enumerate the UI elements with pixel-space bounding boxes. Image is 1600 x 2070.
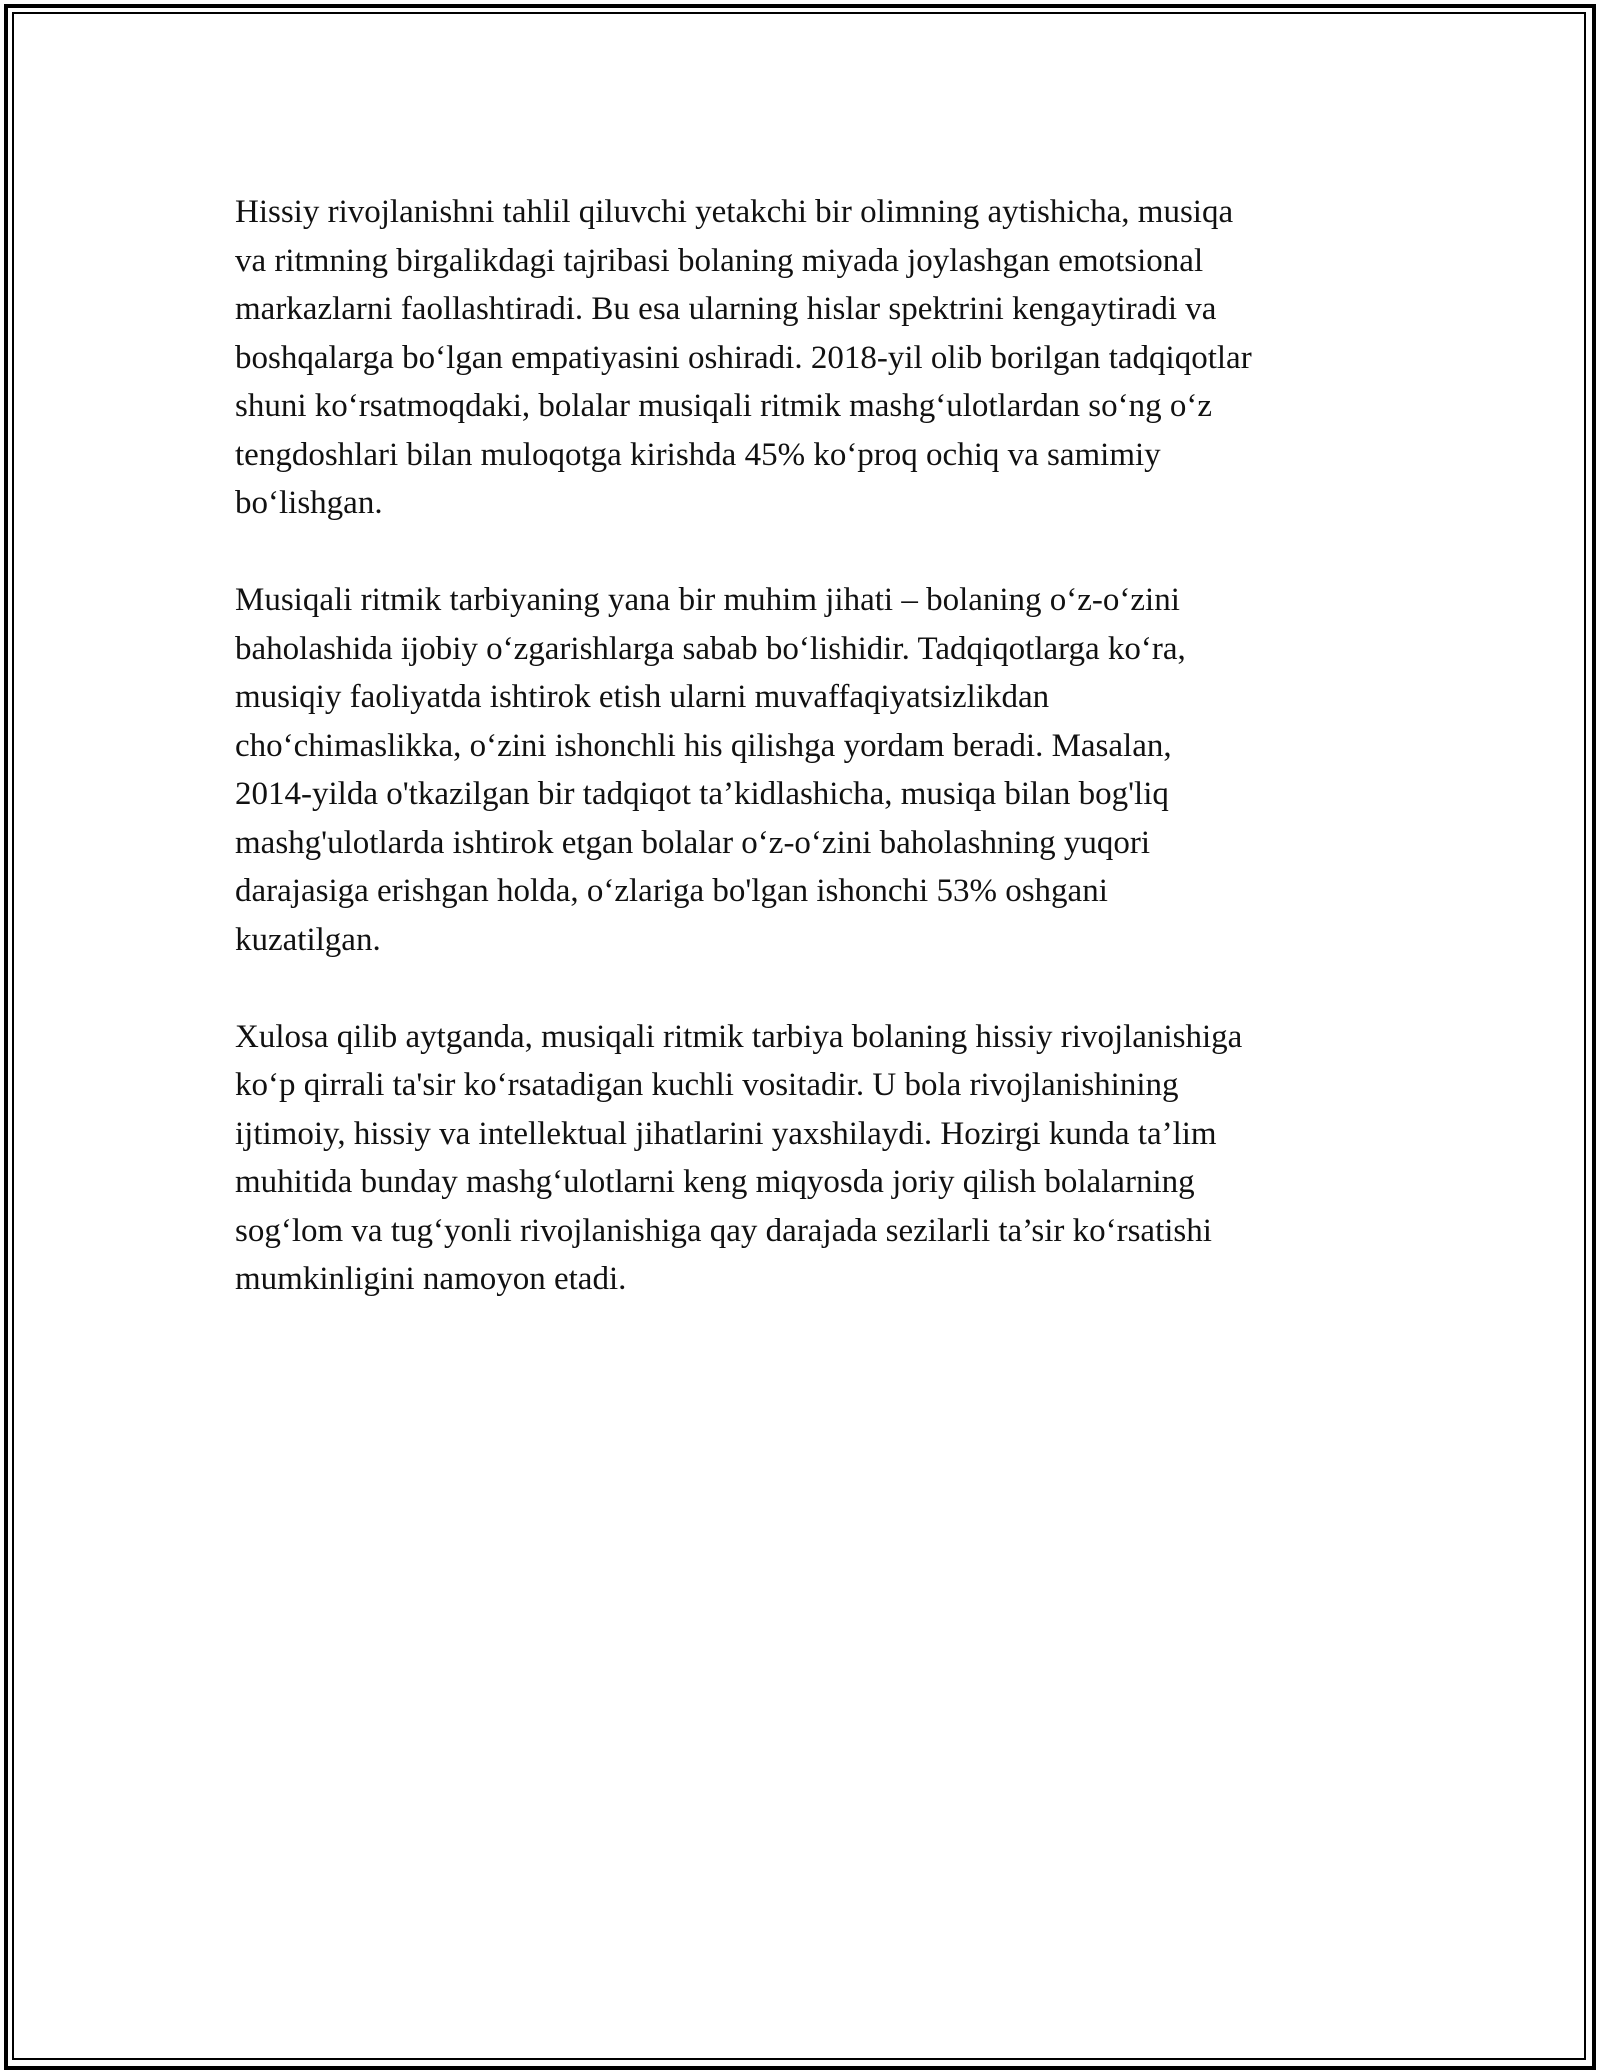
text-line: baholashida ijobiy o‘zgarishlarga sabab bo‘lishidir. Tadqiqotlarga ko‘ra, (235, 630, 1186, 667)
text-line: sog‘lom va tug‘yonli rivojlanishiga qay darajada sezilarli ta’sir ko‘rsatishi (235, 1212, 1212, 1249)
text-line: Musiqali ritmik tarbiyaning yana bir muhim jihati – bolaning o‘z-o‘zini (235, 582, 1180, 618)
text-line: markazlarni faollashtiradi. Bu esa ularning hislar spektrini kengaytiradi va (235, 291, 1217, 327)
text-line: Hissiy rivojlanishni tahlil qiluvchi yetakchi bir olimning aytishicha, musiqa (235, 194, 1234, 230)
text-line: va ritmning birgalikdagi tajribasi bolaning miyada joylashgan emotsional (235, 242, 1204, 279)
text-line: ko‘p qirrali ta'sir ko‘rsatadigan kuchli vositadir. U bola rivojlanishining (235, 1067, 1179, 1103)
text-line: cho‘chimaslikka, o‘zini ishonchli his qilishga yordam beradi. Masalan, (235, 727, 1172, 764)
text-line: shuni ko‘rsatmoqdaki, bolalar musiqali ritmik mashg‘ulotlardan so‘ng o‘z (235, 388, 1212, 424)
document-body (235, 188, 1375, 1352)
text-line: bo‘lishgan. (235, 485, 383, 521)
paragraph-2 (235, 576, 1375, 964)
text-line: darajasiga erishgan holda, o‘zlariga bo'lgan ishonchi 53% oshgani (235, 873, 1108, 909)
text-line: Xulosa qilib aytganda, musiqali ritmik tarbiya bolaning hissiy rivojlanishiga (235, 1018, 1243, 1055)
text-line: mashg'ulotlarda ishtirok etgan bolalar o‘z-o‘zini baholashning yuqori (235, 824, 1151, 861)
paragraph-1 (235, 188, 1375, 528)
paragraph-3 (235, 1013, 1375, 1304)
text-line: musiqiy faoliyatda ishtirok etish ularni muvaffaqiyatsizlikdan (235, 679, 1050, 715)
text-line: kuzatilgan. (235, 921, 381, 958)
text-line: muhitida bunday mashg‘ulotlarni keng miqyosda joriy qilish bolalarning (235, 1164, 1195, 1200)
text-line: tengdoshlari bilan muloqotga kirishda 45% ko‘proq ochiq va samimiy (235, 436, 1161, 473)
text-line: 2014-yilda o'tkazilgan bir tadqiqot ta’kidlashicha, musiqa bilan bog'liq (235, 776, 1169, 812)
text-line: ijtimoiy, hissiy va intellektual jihatlarini yaxshilaydi. Hozirgi kunda ta’lim (235, 1115, 1217, 1152)
text-line: boshqalarga bo‘lgan empatiyasini oshiradi. 2018-yil olib borilgan tadqiqotlar (235, 339, 1252, 376)
text-line: mumkinligini namoyon etadi. (235, 1261, 627, 1297)
